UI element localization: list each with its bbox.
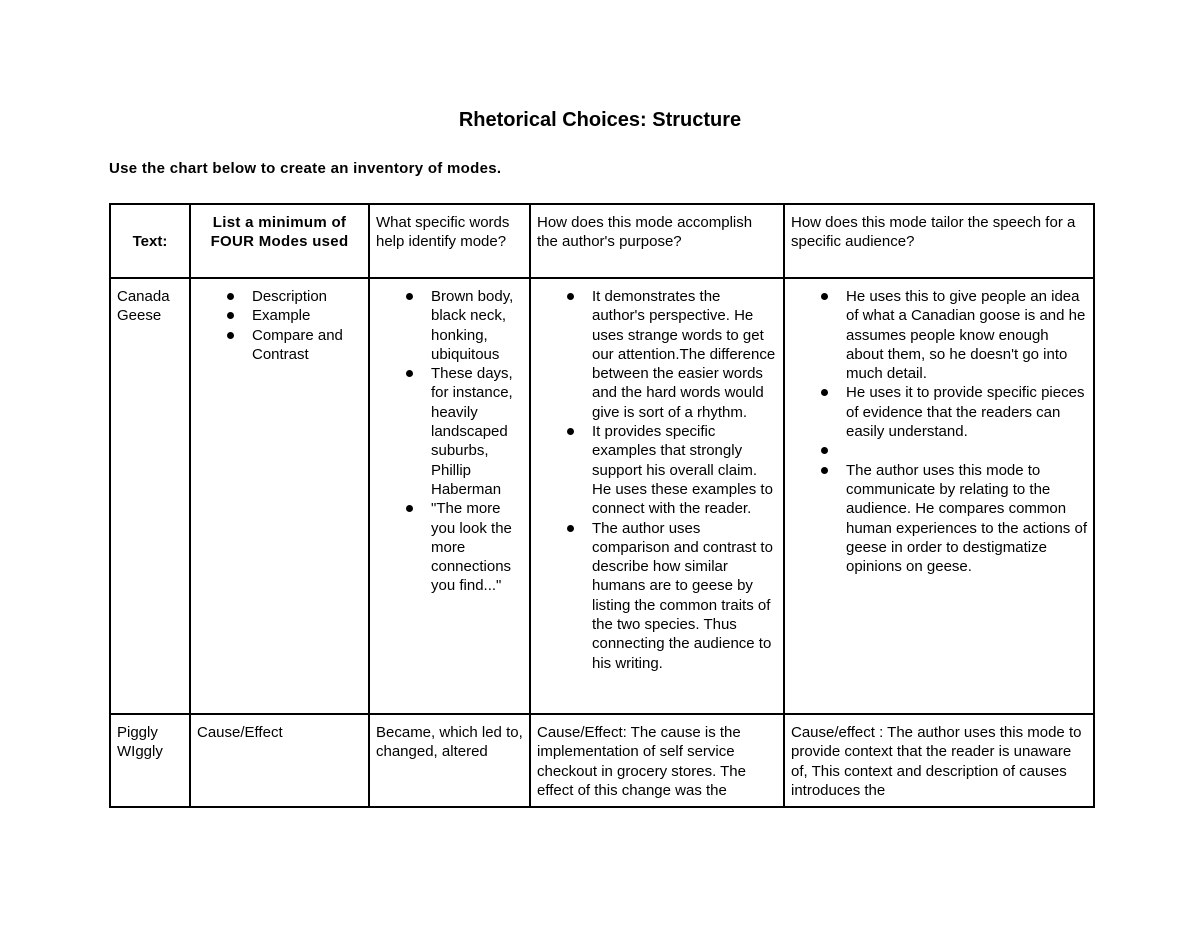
list-item: He uses this to give people an idea of what a Canadian goose is and he assumes people know enough about them, so he doesn't go into much detail. [846, 288, 1086, 383]
row-purpose-cell [530, 278, 784, 714]
list-item: It provides specific examples that strongly support his overall claim. He uses these examples to connect with the reader. [592, 422, 777, 518]
row-text-cell: Piggly WIggly [110, 714, 190, 807]
row-words-cell: Became, which led to, changed, altered [369, 714, 530, 807]
header-audience: How does this mode tailor the speech for a specific audience? [784, 204, 1094, 278]
instruction-text: Use the chart below to create an inventory of modes. [109, 160, 502, 177]
modes-inventory-table [109, 203, 1095, 808]
header-purpose: How does this mode accomplish the author's purpose? [530, 204, 784, 278]
table-header-row [110, 204, 1094, 278]
modes-list [197, 287, 362, 364]
list-item: Example [252, 306, 362, 325]
row-audience-cell: Cause/effect : The author uses this mode to provide context that the reader is unaware of, This context and description of causes introduces the [784, 714, 1094, 807]
row-purpose-cell: Cause/Effect: The cause is the implementation of self service checkout in grocery stores. The effect of this change was the [530, 714, 784, 807]
row-words-cell [369, 278, 530, 714]
list-item: It demonstrates the author's perspective. He uses strange words to get our attention.The difference between the easier words and the hard words would give is sort of a rhythm. [592, 288, 776, 421]
document-title: Rhetorical Choices: Structure [458, 109, 742, 131]
header-modes: List a minimum of FOUR Modes used [190, 204, 369, 278]
row-audience-cell [784, 278, 1094, 714]
list-item: The author uses this mode to communicate by relating to the audience. He compares common human experiences to the actions of geese in order to destigmatize opinions on geese. [846, 461, 1087, 576]
purpose-list [537, 287, 777, 673]
audience-list [791, 287, 1087, 576]
list-item: Brown body, black neck, honking, ubiquitous [431, 287, 523, 364]
header-text: Text: [110, 204, 190, 278]
row-modes-cell [190, 278, 369, 714]
list-item: The author uses comparison and contrast to describe how similar humans are to geese by listing the common traits of the two species. Thus connecting the audience to his writing. [592, 519, 777, 673]
list-item: These days, for instance, heavily landscaped suburbs, Phillip Haberman [431, 364, 523, 499]
table-row [110, 714, 1094, 807]
list-item: He uses it to provide specific pieces of evidence that the readers can easily understand. [846, 383, 1087, 441]
list-item: "The more you look the more connections you find..." [431, 499, 523, 595]
words-list [376, 287, 523, 596]
list-item-empty [846, 441, 1087, 460]
list-item: Compare and Contrast [252, 326, 362, 365]
row-modes-cell: Cause/Effect [190, 714, 369, 807]
row-text-cell: Canada Geese [110, 278, 190, 714]
header-words: What specific words help identify mode? [369, 204, 530, 278]
table-row [110, 278, 1094, 714]
list-item: Description [252, 287, 362, 306]
